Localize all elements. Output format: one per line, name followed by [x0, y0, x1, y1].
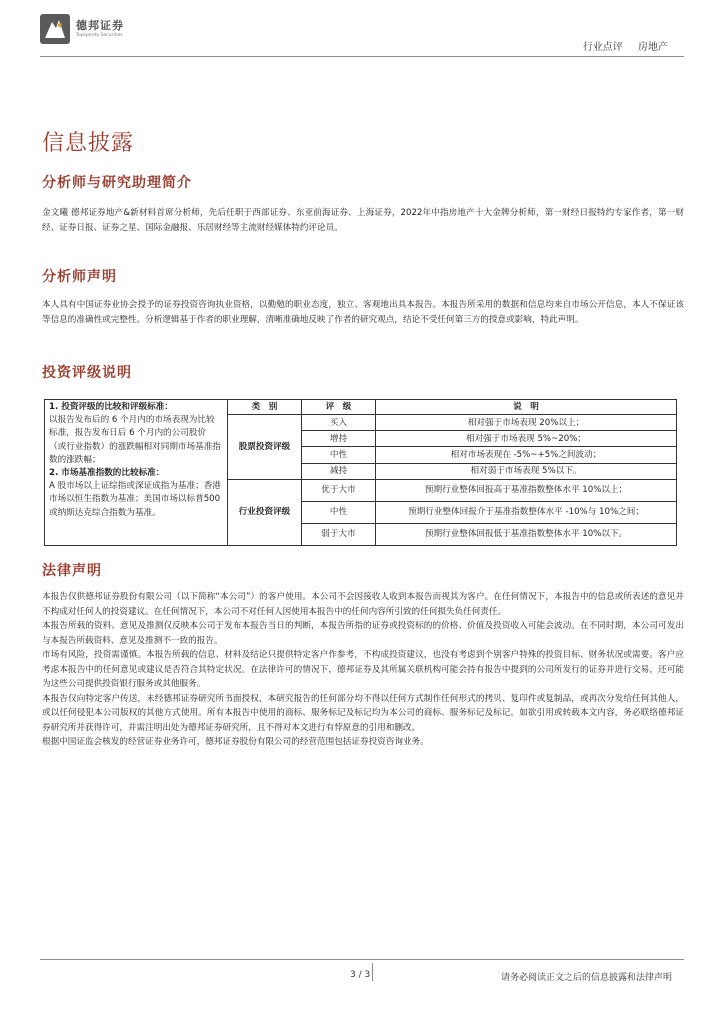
- stock-category: 股票投资评级: [228, 415, 302, 480]
- table-header-row: [228, 400, 677, 415]
- header-tags: [583, 38, 668, 53]
- desc-cell: 相对弱于市场表现 5%以下。: [376, 463, 677, 479]
- analyst-intro-text: 金文曦 德邦证券地产&新材料首席分析师，先后任职于西部证券、东亚前海证券、上海证券，2022年中指房地产十大金牌分析师，第一财经日报特约专家作者，第一财经、证券日报、证券之星、国际金融报、乐居财经等主流财经媒体特约评论员。: [42, 208, 684, 233]
- rating-cell: 弱于大市: [302, 523, 376, 545]
- desc-cell: 预期行业整体回报介于基准指数整体水平 -10%与 10%之间；: [376, 501, 677, 523]
- rating-cell: 中性: [302, 447, 376, 463]
- industry-category: 行业投资评级: [228, 479, 302, 545]
- table-row: [228, 479, 677, 501]
- section-title-analyst-statement: 分析师声明: [42, 269, 117, 285]
- rating-cell: 优于大市: [302, 479, 376, 501]
- logo-mark-icon: [40, 14, 70, 44]
- rating-cell: 减持: [302, 463, 376, 479]
- footer-separator: [372, 963, 373, 981]
- logo-en: Topsperity Securities: [76, 33, 123, 38]
- section-title-rating: 投资评级说明: [42, 365, 132, 381]
- rating-cell: 增持: [302, 431, 376, 447]
- desc-cell: 预期行业整体回报低于基准指数整体水平 10%以下。: [376, 523, 677, 545]
- rating-criteria-heading-2: 2. 市场基准指数的比较标准：: [49, 468, 165, 479]
- page-number: 3 / 3: [350, 970, 371, 980]
- rating-criteria: [44, 399, 227, 546]
- legal-paragraph: 本报告仅供德邦证券股份有限公司（以下简称“本公司”）的客户使用。本公司不会因接收人收到本报告而视其为客户。在任何情况下，本报告中的信息或所表述的意见并不构成对任何人的投资建议。在任何情况下，本公司不对任何人因使用本报告中的任何内容所引致的任何损失负任何责任。: [42, 592, 684, 617]
- rating-criteria-text-2: A 股市场以上证综指或深证成指为基准；香港市场以恒生指数为基准；美国市场以标普500或纳斯达克综合指数为基准。: [49, 481, 221, 518]
- logo-cn: 德邦证券: [76, 19, 124, 32]
- header-divider: [40, 56, 684, 57]
- legal-text: [42, 590, 684, 750]
- desc-cell: 相对强于市场表现 20%以上；: [376, 415, 677, 431]
- header-category: 类 别: [228, 400, 302, 415]
- rating-criteria-text-1: 以报告发布后的 6 个月内的市场表现为比较标准，报告发布日后 6 个月内的公司股价（或行业指数）的涨跌幅相对同期市场基准指数的涨跌幅；: [49, 415, 221, 465]
- desc-cell: 相对强于市场表现 5%~20%；: [376, 431, 677, 447]
- page-title: 信息披露: [42, 131, 135, 156]
- sector: 房地产: [638, 42, 668, 53]
- analyst-statement-text: 本人具有中国证券业协会授予的证券投资咨询执业资格，以勤勉的职业态度，独立、客观地出具本报告。本报告所采用的数据和信息均来自市场公开信息，本人不保证该等信息的准确性或完整性。分析逻辑基于作者的职业理解，清晰准确地反映了作者的研究观点，结论不受任何第三方的授意或影响，特此声明。: [42, 300, 684, 325]
- rating-cell: 买入: [302, 415, 376, 431]
- table-row: [228, 415, 677, 431]
- company-logo: [40, 12, 124, 46]
- header-description: 说 明: [376, 400, 677, 415]
- rating-table: [227, 399, 677, 546]
- rating-criteria-heading-1: 1. 投资评级的比较和评级标准：: [49, 402, 173, 412]
- section-title-legal: 法律声明: [42, 563, 102, 579]
- section-title-analyst-intro: 分析师与研究助理简介: [42, 175, 192, 191]
- footer-divider: [40, 959, 684, 960]
- legal-paragraph: 根据中国证监会核发的经营证券业务许可，德邦证券股份有限公司的经营范围包括证券投资咨询业务。: [42, 737, 429, 747]
- legal-paragraph: 本报告所载的资料、意见及推测仅反映本公司于发布本报告当日的判断，本报告所指的证券或投资标的的价格、价值及投资收入可能会波动。在不同时期，本公司可发出与本报告所载资料、意见及推测不一致的报告。: [42, 621, 684, 646]
- desc-cell: 预期行业整体回报高于基准指数整体水平 10%以上；: [376, 479, 677, 501]
- desc-cell: 相对市场表现在 -5%~+5%之间波动；: [376, 447, 677, 463]
- legal-paragraph: 本报告仅向特定客户传送，未经德邦证券研究所书面授权，本研究报告的任何部分均不得以任何方式制作任何形式的拷贝、复印件或复制品，或再次分发给任何其他人，或以任何侵犯本公司版权的其他方式使用。所有本报告中使用的商标、服务标记及标记均为本公司的商标、服务标记及标记。如欲引用或转载本文内容，务必联络德邦证券研究所并获得许可，并需注明出处为德邦证券研究所，且不得对本文进行有悖原意的引用和删改。: [42, 693, 684, 733]
- header-rating: 评 级: [302, 400, 376, 415]
- footer-note: 请务必阅读正文之后的信息披露和法律声明: [500, 973, 672, 983]
- legal-paragraph: 市场有风险，投资需谨慎。本报告所载的信息、材料及结论只提供特定客户作参考，不构成投资建议，也没有考虑到个别客户特殊的投资目标、财务状况或需要。客户应考虑本报告中的任何意见或建议是否符合其特定状况。在法律许可的情况下，德邦证券及其所属关联机构可能会持有报告中提到的公司所发行的证券并进行交易，还可能为这些公司提供投资银行服务或其他服务。: [42, 650, 684, 689]
- rating-cell: 中性: [302, 501, 376, 523]
- report-type: 行业点评: [582, 42, 623, 53]
